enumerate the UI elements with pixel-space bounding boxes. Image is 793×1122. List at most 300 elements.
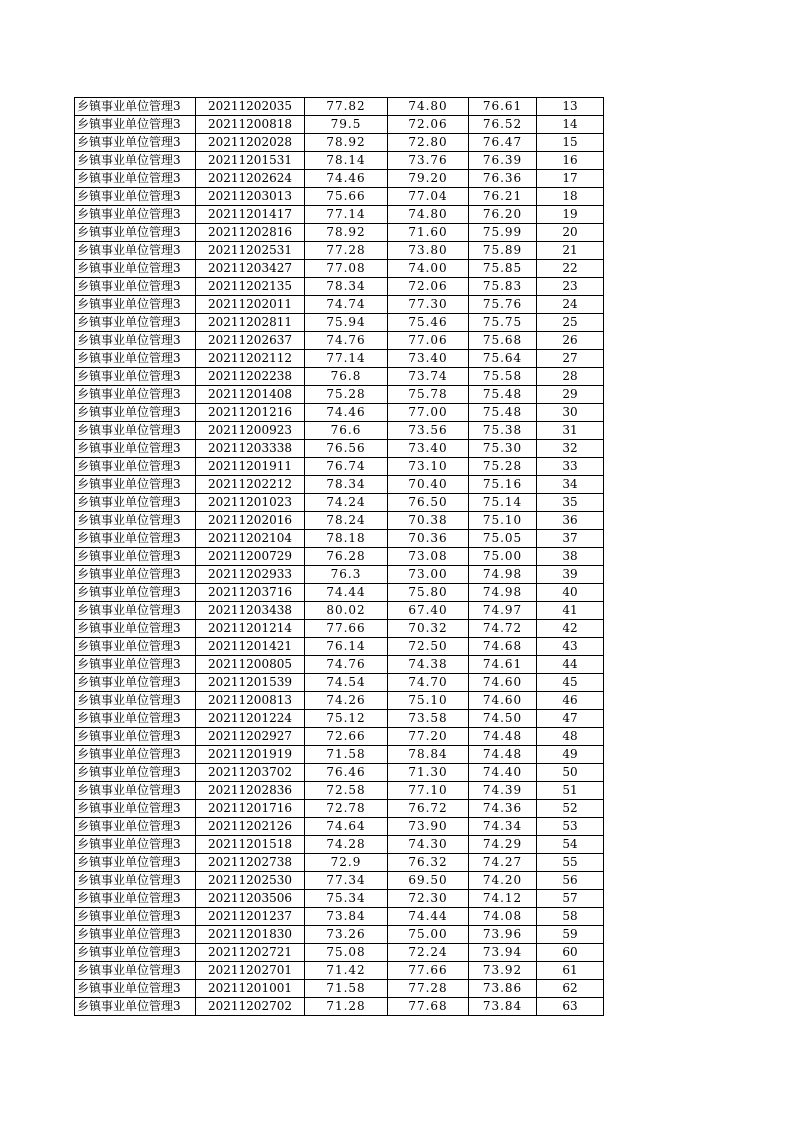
position-cell: 乡镇事业单位管理3 [75, 368, 196, 386]
written-score-cell: 74.24 [305, 494, 388, 512]
interview-score-cell: 77.28 [388, 980, 469, 998]
exam-id-cell: 20211200813 [196, 692, 305, 710]
position-cell: 乡镇事业单位管理3 [75, 872, 196, 890]
rank-cell: 15 [537, 134, 604, 152]
position-cell: 乡镇事业单位管理3 [75, 152, 196, 170]
written-score-cell: 72.9 [305, 854, 388, 872]
rank-cell: 61 [537, 962, 604, 980]
interview-score-cell: 77.00 [388, 404, 469, 422]
exam-id-cell: 20211202738 [196, 854, 305, 872]
total-score-cell: 74.50 [469, 710, 537, 728]
rank-cell: 40 [537, 584, 604, 602]
interview-score-cell: 67.40 [388, 602, 469, 620]
written-score-cell: 77.28 [305, 242, 388, 260]
interview-score-cell: 72.80 [388, 134, 469, 152]
exam-id-cell: 20211202816 [196, 224, 305, 242]
position-cell: 乡镇事业单位管理3 [75, 926, 196, 944]
interview-score-cell: 73.90 [388, 818, 469, 836]
position-cell: 乡镇事业单位管理3 [75, 908, 196, 926]
interview-score-cell: 78.84 [388, 746, 469, 764]
total-score-cell: 75.28 [469, 458, 537, 476]
written-score-cell: 73.84 [305, 908, 388, 926]
written-score-cell: 77.66 [305, 620, 388, 638]
exam-id-cell: 20211201830 [196, 926, 305, 944]
interview-score-cell: 77.30 [388, 296, 469, 314]
table-row [75, 980, 604, 998]
rank-cell: 13 [537, 98, 604, 116]
table-row [75, 314, 604, 332]
rank-cell: 24 [537, 296, 604, 314]
written-score-cell: 75.66 [305, 188, 388, 206]
rank-cell: 55 [537, 854, 604, 872]
interview-score-cell: 72.24 [388, 944, 469, 962]
rank-cell: 33 [537, 458, 604, 476]
written-score-cell: 78.14 [305, 152, 388, 170]
table-row [75, 242, 604, 260]
position-cell: 乡镇事业单位管理3 [75, 332, 196, 350]
total-score-cell: 76.36 [469, 170, 537, 188]
rank-cell: 52 [537, 800, 604, 818]
exam-id-cell: 20211202531 [196, 242, 305, 260]
table-row [75, 152, 604, 170]
rank-cell: 56 [537, 872, 604, 890]
position-cell: 乡镇事业单位管理3 [75, 566, 196, 584]
total-score-cell: 76.21 [469, 188, 537, 206]
total-score-cell: 75.16 [469, 476, 537, 494]
written-score-cell: 75.12 [305, 710, 388, 728]
total-score-cell: 75.30 [469, 440, 537, 458]
position-cell: 乡镇事业单位管理3 [75, 296, 196, 314]
written-score-cell: 78.34 [305, 476, 388, 494]
table-row [75, 134, 604, 152]
total-score-cell: 75.14 [469, 494, 537, 512]
written-score-cell: 76.6 [305, 422, 388, 440]
table-row [75, 656, 604, 674]
position-cell: 乡镇事业单位管理3 [75, 638, 196, 656]
written-score-cell: 74.44 [305, 584, 388, 602]
written-score-cell: 78.24 [305, 512, 388, 530]
table-row [75, 872, 604, 890]
exam-id-cell: 20211201001 [196, 980, 305, 998]
exam-id-cell: 20211201417 [196, 206, 305, 224]
exam-id-cell: 20211201716 [196, 800, 305, 818]
table-row [75, 404, 604, 422]
interview-score-cell: 73.00 [388, 566, 469, 584]
total-score-cell: 73.84 [469, 998, 537, 1016]
position-cell: 乡镇事业单位管理3 [75, 854, 196, 872]
table-row [75, 548, 604, 566]
table-row [75, 98, 604, 116]
total-score-cell: 75.68 [469, 332, 537, 350]
position-cell: 乡镇事业单位管理3 [75, 620, 196, 638]
position-cell: 乡镇事业单位管理3 [75, 116, 196, 134]
rank-cell: 23 [537, 278, 604, 296]
table-row [75, 926, 604, 944]
interview-score-cell: 71.30 [388, 764, 469, 782]
rank-cell: 51 [537, 782, 604, 800]
interview-score-cell: 74.80 [388, 206, 469, 224]
written-score-cell: 72.58 [305, 782, 388, 800]
position-cell: 乡镇事业单位管理3 [75, 224, 196, 242]
table-row [75, 422, 604, 440]
written-score-cell: 75.94 [305, 314, 388, 332]
exam-id-cell: 20211201539 [196, 674, 305, 692]
rank-cell: 49 [537, 746, 604, 764]
rank-cell: 63 [537, 998, 604, 1016]
total-score-cell: 76.20 [469, 206, 537, 224]
exam-id-cell: 20211203338 [196, 440, 305, 458]
written-score-cell: 78.92 [305, 134, 388, 152]
rank-cell: 60 [537, 944, 604, 962]
table-row [75, 890, 604, 908]
table-row [75, 620, 604, 638]
written-score-cell: 73.26 [305, 926, 388, 944]
position-cell: 乡镇事业单位管理3 [75, 260, 196, 278]
exam-id-cell: 20211202212 [196, 476, 305, 494]
position-cell: 乡镇事业单位管理3 [75, 890, 196, 908]
interview-score-cell: 73.40 [388, 350, 469, 368]
exam-id-cell: 20211202721 [196, 944, 305, 962]
rank-cell: 20 [537, 224, 604, 242]
total-score-cell: 75.99 [469, 224, 537, 242]
total-score-cell: 74.60 [469, 674, 537, 692]
total-score-cell: 74.72 [469, 620, 537, 638]
total-score-cell: 73.92 [469, 962, 537, 980]
table-row [75, 386, 604, 404]
table-row [75, 800, 604, 818]
position-cell: 乡镇事业单位管理3 [75, 962, 196, 980]
total-score-cell: 76.61 [469, 98, 537, 116]
interview-score-cell: 75.00 [388, 926, 469, 944]
written-score-cell: 74.46 [305, 170, 388, 188]
exam-id-cell: 20211201023 [196, 494, 305, 512]
interview-score-cell: 77.10 [388, 782, 469, 800]
position-cell: 乡镇事业单位管理3 [75, 728, 196, 746]
total-score-cell: 75.38 [469, 422, 537, 440]
interview-score-cell: 73.40 [388, 440, 469, 458]
rank-cell: 19 [537, 206, 604, 224]
interview-score-cell: 70.38 [388, 512, 469, 530]
rank-cell: 25 [537, 314, 604, 332]
written-score-cell: 71.28 [305, 998, 388, 1016]
exam-id-cell: 20211203427 [196, 260, 305, 278]
total-score-cell: 74.40 [469, 764, 537, 782]
interview-score-cell: 74.00 [388, 260, 469, 278]
table-row [75, 188, 604, 206]
table-row [75, 998, 604, 1016]
exam-id-cell: 20211200818 [196, 116, 305, 134]
total-score-cell: 75.05 [469, 530, 537, 548]
table-row [75, 170, 604, 188]
position-cell: 乡镇事业单位管理3 [75, 944, 196, 962]
rank-cell: 28 [537, 368, 604, 386]
exam-id-cell: 20211201919 [196, 746, 305, 764]
position-cell: 乡镇事业单位管理3 [75, 242, 196, 260]
position-cell: 乡镇事业单位管理3 [75, 548, 196, 566]
written-score-cell: 74.26 [305, 692, 388, 710]
written-score-cell: 71.42 [305, 962, 388, 980]
table-row [75, 818, 604, 836]
exam-id-cell: 20211201214 [196, 620, 305, 638]
rank-cell: 35 [537, 494, 604, 512]
table-row [75, 584, 604, 602]
interview-score-cell: 75.46 [388, 314, 469, 332]
interview-score-cell: 73.10 [388, 458, 469, 476]
exam-id-cell: 20211203702 [196, 764, 305, 782]
written-score-cell: 74.76 [305, 656, 388, 674]
exam-id-cell: 20211202701 [196, 962, 305, 980]
interview-score-cell: 74.38 [388, 656, 469, 674]
rank-cell: 36 [537, 512, 604, 530]
rank-cell: 22 [537, 260, 604, 278]
exam-id-cell: 20211201518 [196, 836, 305, 854]
table-row [75, 476, 604, 494]
written-score-cell: 72.78 [305, 800, 388, 818]
table-row [75, 296, 604, 314]
table-row [75, 782, 604, 800]
total-score-cell: 74.98 [469, 584, 537, 602]
rank-cell: 62 [537, 980, 604, 998]
written-score-cell: 77.14 [305, 350, 388, 368]
total-score-cell: 74.27 [469, 854, 537, 872]
exam-id-cell: 20211202702 [196, 998, 305, 1016]
exam-id-cell: 20211200729 [196, 548, 305, 566]
rank-cell: 41 [537, 602, 604, 620]
total-score-cell: 74.08 [469, 908, 537, 926]
written-score-cell: 76.28 [305, 548, 388, 566]
written-score-cell: 78.18 [305, 530, 388, 548]
total-score-cell: 74.98 [469, 566, 537, 584]
rank-cell: 29 [537, 386, 604, 404]
position-cell: 乡镇事业单位管理3 [75, 764, 196, 782]
total-score-cell: 75.48 [469, 386, 537, 404]
rank-cell: 31 [537, 422, 604, 440]
exam-id-cell: 20211202011 [196, 296, 305, 314]
written-score-cell: 75.08 [305, 944, 388, 962]
interview-score-cell: 77.06 [388, 332, 469, 350]
total-score-cell: 74.34 [469, 818, 537, 836]
position-cell: 乡镇事业单位管理3 [75, 602, 196, 620]
total-score-cell: 75.76 [469, 296, 537, 314]
position-cell: 乡镇事业单位管理3 [75, 674, 196, 692]
total-score-cell: 74.48 [469, 746, 537, 764]
rank-cell: 30 [537, 404, 604, 422]
rank-cell: 47 [537, 710, 604, 728]
interview-score-cell: 70.36 [388, 530, 469, 548]
position-cell: 乡镇事业单位管理3 [75, 404, 196, 422]
exam-id-cell: 20211202637 [196, 332, 305, 350]
written-score-cell: 77.34 [305, 872, 388, 890]
exam-id-cell: 20211202927 [196, 728, 305, 746]
rank-cell: 34 [537, 476, 604, 494]
total-score-cell: 73.86 [469, 980, 537, 998]
position-cell: 乡镇事业单位管理3 [75, 782, 196, 800]
total-score-cell: 76.47 [469, 134, 537, 152]
rank-cell: 44 [537, 656, 604, 674]
position-cell: 乡镇事业单位管理3 [75, 746, 196, 764]
total-score-cell: 75.58 [469, 368, 537, 386]
position-cell: 乡镇事业单位管理3 [75, 134, 196, 152]
written-score-cell: 72.66 [305, 728, 388, 746]
total-score-cell: 74.60 [469, 692, 537, 710]
total-score-cell: 74.61 [469, 656, 537, 674]
written-score-cell: 71.58 [305, 746, 388, 764]
exam-id-cell: 20211201408 [196, 386, 305, 404]
rank-cell: 17 [537, 170, 604, 188]
written-score-cell: 76.74 [305, 458, 388, 476]
position-cell: 乡镇事业单位管理3 [75, 206, 196, 224]
interview-score-cell: 74.70 [388, 674, 469, 692]
exam-id-cell: 20211202811 [196, 314, 305, 332]
total-score-cell: 75.00 [469, 548, 537, 566]
interview-score-cell: 75.80 [388, 584, 469, 602]
position-cell: 乡镇事业单位管理3 [75, 314, 196, 332]
score-table-body [75, 98, 604, 1016]
position-cell: 乡镇事业单位管理3 [75, 710, 196, 728]
total-score-cell: 74.20 [469, 872, 537, 890]
position-cell: 乡镇事业单位管理3 [75, 584, 196, 602]
total-score-cell: 75.10 [469, 512, 537, 530]
written-score-cell: 79.5 [305, 116, 388, 134]
table-row [75, 602, 604, 620]
written-score-cell: 74.46 [305, 404, 388, 422]
rank-cell: 27 [537, 350, 604, 368]
interview-score-cell: 73.80 [388, 242, 469, 260]
position-cell: 乡镇事业单位管理3 [75, 476, 196, 494]
position-cell: 乡镇事业单位管理3 [75, 98, 196, 116]
interview-score-cell: 74.30 [388, 836, 469, 854]
exam-id-cell: 20211202035 [196, 98, 305, 116]
written-score-cell: 76.14 [305, 638, 388, 656]
total-score-cell: 74.97 [469, 602, 537, 620]
exam-id-cell: 20211201224 [196, 710, 305, 728]
exam-id-cell: 20211202028 [196, 134, 305, 152]
position-cell: 乡镇事业单位管理3 [75, 170, 196, 188]
table-row [75, 224, 604, 242]
interview-score-cell: 70.32 [388, 620, 469, 638]
exam-id-cell: 20211200805 [196, 656, 305, 674]
table-row [75, 962, 604, 980]
rank-cell: 38 [537, 548, 604, 566]
written-score-cell: 75.28 [305, 386, 388, 404]
total-score-cell: 74.39 [469, 782, 537, 800]
table-row [75, 368, 604, 386]
rank-cell: 58 [537, 908, 604, 926]
position-cell: 乡镇事业单位管理3 [75, 836, 196, 854]
interview-score-cell: 75.78 [388, 386, 469, 404]
written-score-cell: 76.46 [305, 764, 388, 782]
position-cell: 乡镇事业单位管理3 [75, 440, 196, 458]
position-cell: 乡镇事业单位管理3 [75, 818, 196, 836]
position-cell: 乡镇事业单位管理3 [75, 494, 196, 512]
table-row [75, 692, 604, 710]
position-cell: 乡镇事业单位管理3 [75, 350, 196, 368]
interview-score-cell: 73.56 [388, 422, 469, 440]
interview-score-cell: 75.10 [388, 692, 469, 710]
written-score-cell: 75.34 [305, 890, 388, 908]
interview-score-cell: 76.50 [388, 494, 469, 512]
exam-id-cell: 20211202933 [196, 566, 305, 584]
interview-score-cell: 76.72 [388, 800, 469, 818]
written-score-cell: 74.54 [305, 674, 388, 692]
written-score-cell: 77.82 [305, 98, 388, 116]
interview-score-cell: 72.06 [388, 116, 469, 134]
rank-cell: 57 [537, 890, 604, 908]
written-score-cell: 77.14 [305, 206, 388, 224]
total-score-cell: 75.89 [469, 242, 537, 260]
table-row [75, 260, 604, 278]
total-score-cell: 74.68 [469, 638, 537, 656]
total-score-cell: 75.75 [469, 314, 537, 332]
interview-score-cell: 74.44 [388, 908, 469, 926]
rank-cell: 14 [537, 116, 604, 134]
exam-id-cell: 20211201531 [196, 152, 305, 170]
score-table [74, 97, 604, 1016]
total-score-cell: 74.48 [469, 728, 537, 746]
total-score-cell: 75.85 [469, 260, 537, 278]
table-row [75, 116, 604, 134]
exam-id-cell: 20211202104 [196, 530, 305, 548]
interview-score-cell: 73.76 [388, 152, 469, 170]
rank-cell: 37 [537, 530, 604, 548]
exam-id-cell: 20211203438 [196, 602, 305, 620]
written-score-cell: 76.56 [305, 440, 388, 458]
written-score-cell: 78.92 [305, 224, 388, 242]
rank-cell: 39 [537, 566, 604, 584]
total-score-cell: 74.29 [469, 836, 537, 854]
exam-id-cell: 20211202530 [196, 872, 305, 890]
total-score-cell: 73.94 [469, 944, 537, 962]
interview-score-cell: 76.32 [388, 854, 469, 872]
interview-score-cell: 77.68 [388, 998, 469, 1016]
table-row [75, 278, 604, 296]
table-row [75, 350, 604, 368]
written-score-cell: 74.74 [305, 296, 388, 314]
table-row [75, 638, 604, 656]
total-score-cell: 75.48 [469, 404, 537, 422]
rank-cell: 45 [537, 674, 604, 692]
table-row [75, 764, 604, 782]
position-cell: 乡镇事业单位管理3 [75, 422, 196, 440]
exam-id-cell: 20211202836 [196, 782, 305, 800]
position-cell: 乡镇事业单位管理3 [75, 692, 196, 710]
interview-score-cell: 69.50 [388, 872, 469, 890]
table-row [75, 674, 604, 692]
position-cell: 乡镇事业单位管理3 [75, 188, 196, 206]
total-score-cell: 75.83 [469, 278, 537, 296]
interview-score-cell: 77.04 [388, 188, 469, 206]
written-score-cell: 77.08 [305, 260, 388, 278]
table-row [75, 332, 604, 350]
position-cell: 乡镇事业单位管理3 [75, 656, 196, 674]
exam-id-cell: 20211202238 [196, 368, 305, 386]
table-row [75, 908, 604, 926]
rank-cell: 50 [537, 764, 604, 782]
exam-id-cell: 20211201216 [196, 404, 305, 422]
written-score-cell: 74.64 [305, 818, 388, 836]
table-row [75, 494, 604, 512]
interview-score-cell: 72.50 [388, 638, 469, 656]
interview-score-cell: 77.66 [388, 962, 469, 980]
rank-cell: 21 [537, 242, 604, 260]
total-score-cell: 76.52 [469, 116, 537, 134]
exam-id-cell: 20211201421 [196, 638, 305, 656]
written-score-cell: 76.8 [305, 368, 388, 386]
table-row [75, 836, 604, 854]
rank-cell: 16 [537, 152, 604, 170]
position-cell: 乡镇事业单位管理3 [75, 386, 196, 404]
table-row [75, 944, 604, 962]
